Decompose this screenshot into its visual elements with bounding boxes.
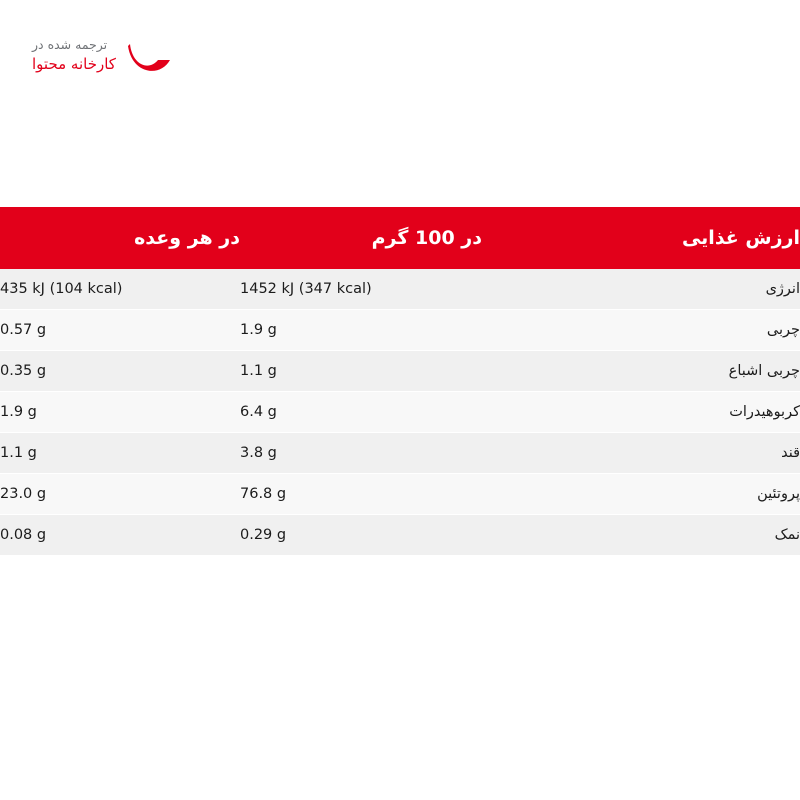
value-text: 76.8 g bbox=[240, 486, 287, 502]
watermark-line-2: کارخانه محتوا bbox=[32, 55, 116, 74]
table-row bbox=[0, 433, 800, 474]
row-value-per-100g bbox=[240, 351, 482, 392]
row-label: پروتئین bbox=[482, 474, 800, 515]
row-value-per-serving bbox=[0, 515, 240, 556]
row-value-per-100g bbox=[240, 474, 482, 515]
table-body bbox=[0, 269, 800, 556]
table-row bbox=[0, 351, 800, 392]
value-text: 0.57 g bbox=[0, 322, 47, 338]
table-row bbox=[0, 474, 800, 515]
column-header-per-serving: در هر وعده bbox=[134, 227, 240, 249]
row-value-per-serving bbox=[0, 392, 240, 433]
table-row bbox=[0, 269, 800, 310]
value-text: 0.08 g bbox=[0, 527, 47, 543]
row-label: چربی اشباع bbox=[482, 351, 800, 392]
row-value-per-serving bbox=[0, 474, 240, 515]
watermark-logo bbox=[32, 24, 208, 88]
watermark-text bbox=[32, 36, 116, 76]
table-header bbox=[0, 207, 800, 269]
row-value-per-serving bbox=[0, 269, 240, 310]
row-value-per-100g bbox=[240, 310, 482, 351]
value-text: 3.8 g bbox=[240, 445, 277, 461]
value-text: 23.0 g bbox=[0, 486, 47, 502]
value-text: 1.1 g bbox=[240, 363, 277, 379]
value-text: 1.9 g bbox=[240, 322, 277, 338]
row-value-per-100g bbox=[240, 515, 482, 556]
row-value-per-serving bbox=[0, 351, 240, 392]
row-value-per-serving bbox=[0, 310, 240, 351]
value-text: 435 kJ (104 kcal) bbox=[0, 281, 123, 297]
table-row bbox=[0, 392, 800, 433]
row-label: نمک bbox=[482, 515, 800, 556]
watermark-line-1: ترجمه شده در bbox=[32, 37, 108, 53]
row-label: کربوهیدرات bbox=[482, 392, 800, 433]
row-label: چربی bbox=[482, 310, 800, 351]
table-header-row bbox=[0, 207, 800, 269]
row-value-per-100g bbox=[240, 392, 482, 433]
row-label: قند bbox=[482, 433, 800, 474]
row-value-per-serving bbox=[0, 433, 240, 474]
value-text: 1.9 g bbox=[0, 404, 37, 420]
value-text: 6.4 g bbox=[240, 404, 277, 420]
row-value-per-100g bbox=[240, 269, 482, 310]
column-header-label: ارزش غذایی bbox=[681, 227, 800, 249]
table-row bbox=[0, 310, 800, 351]
row-label: انرژی bbox=[482, 269, 800, 310]
nutrition-table bbox=[0, 207, 800, 556]
value-text: 1452 kJ (347 kcal) bbox=[240, 281, 372, 297]
value-text: 0.35 g bbox=[0, 363, 47, 379]
table-row bbox=[0, 515, 800, 556]
column-header-per-100g: در 100 گرم bbox=[371, 227, 482, 249]
row-value-per-100g bbox=[240, 433, 482, 474]
value-text: 1.1 g bbox=[0, 445, 37, 461]
smile-swoosh-icon bbox=[126, 36, 172, 76]
value-text: 0.29 g bbox=[240, 527, 287, 543]
